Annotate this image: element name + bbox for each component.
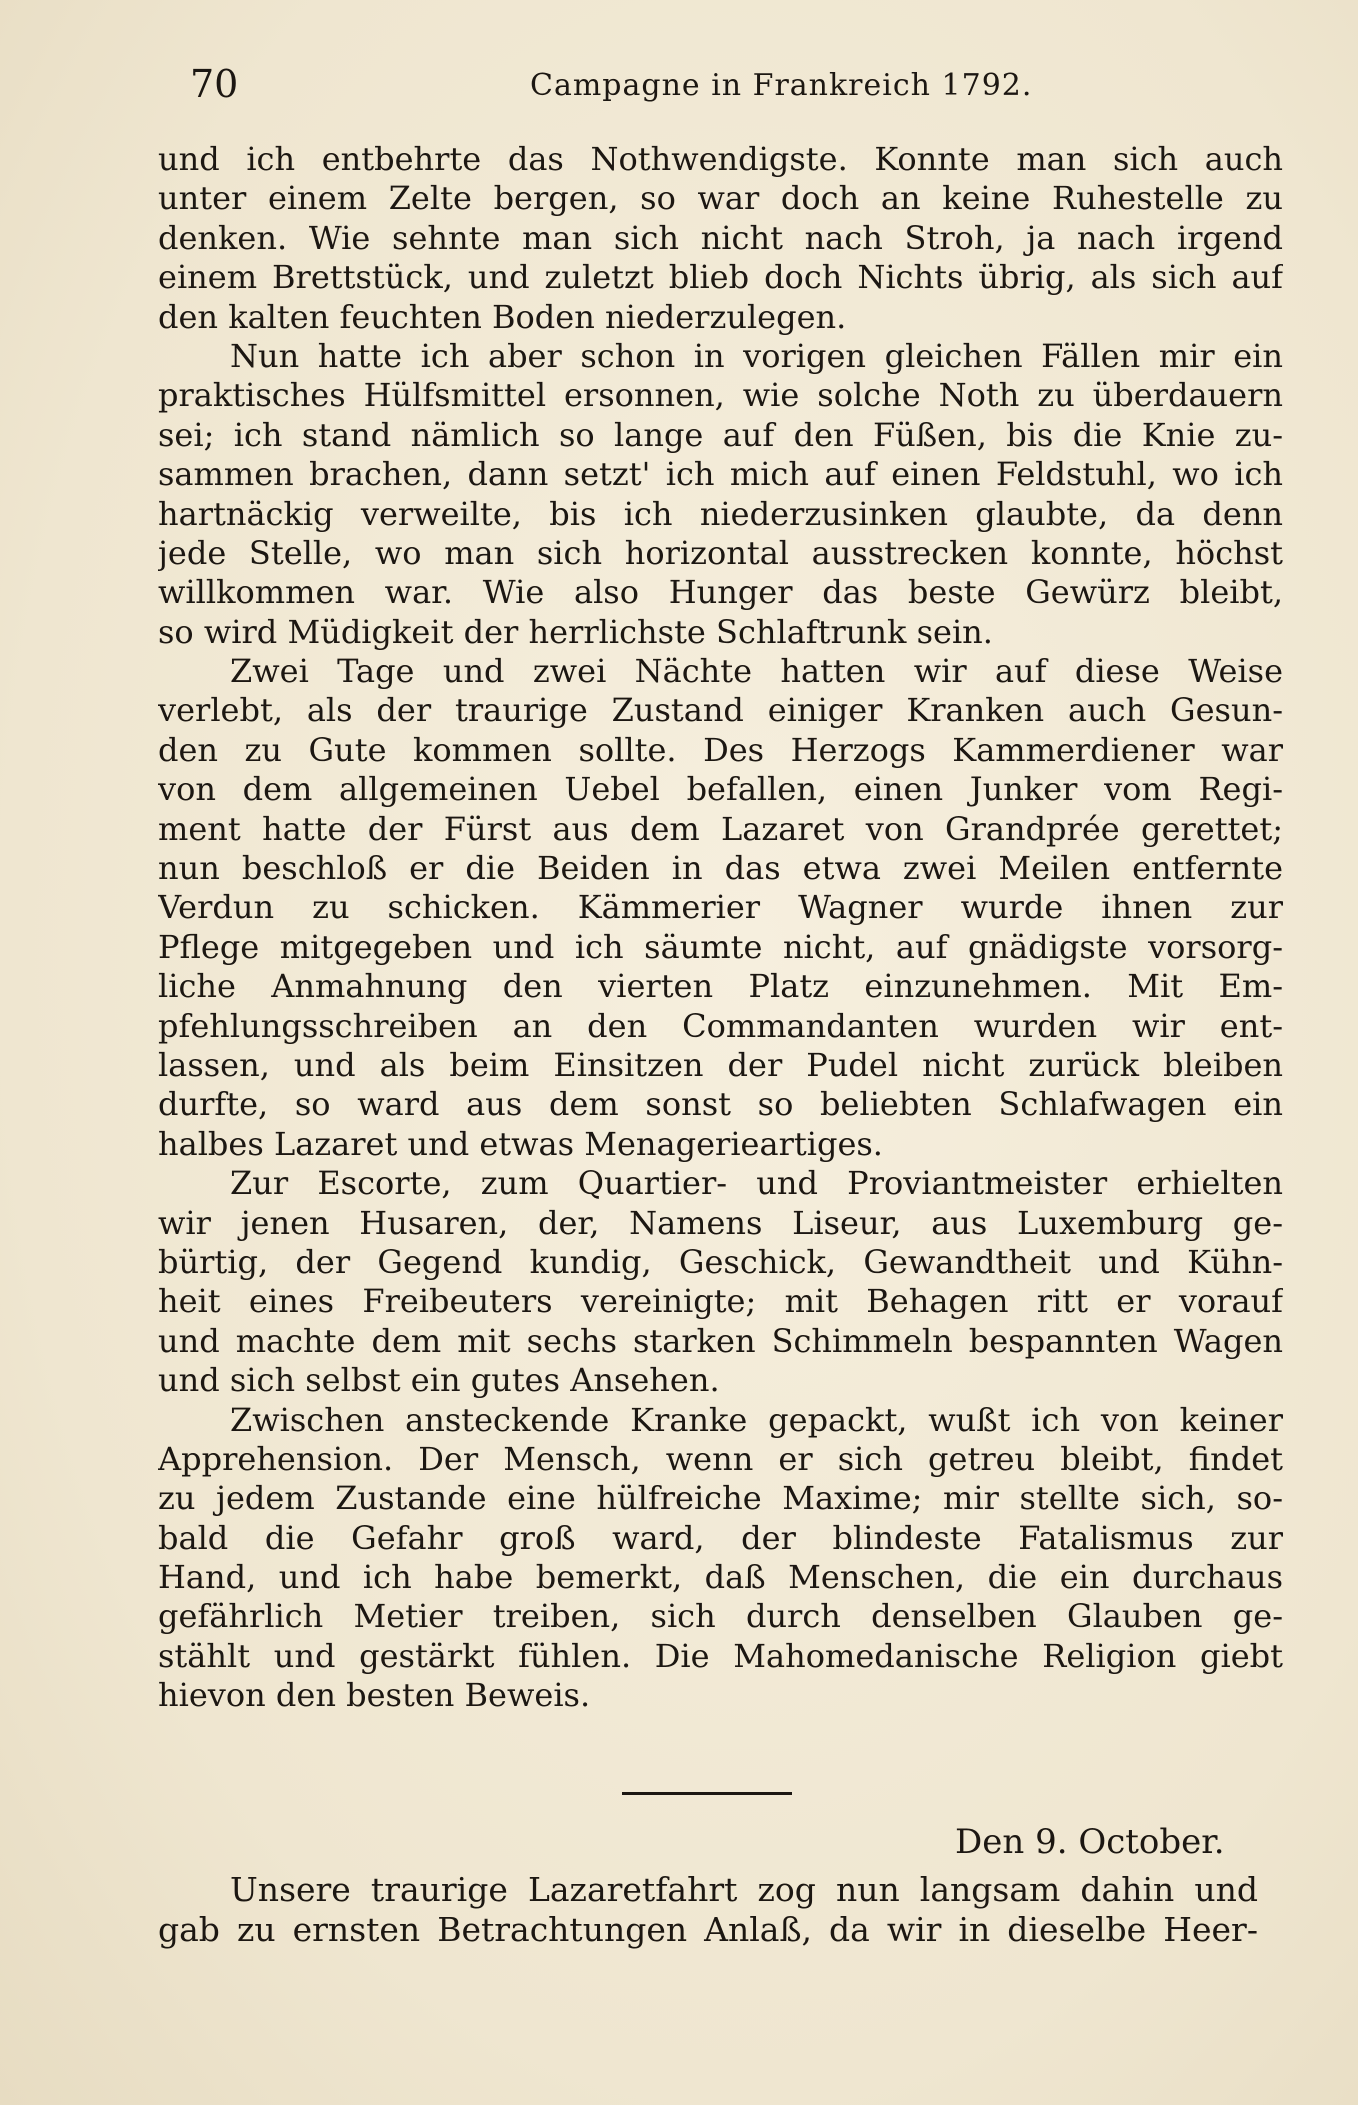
- running-title: Campagne in Frankreich 1792.: [530, 68, 1033, 103]
- text-line: und machte dem mit sechs starken Schimmeln bespannten Wagen: [158, 1321, 1283, 1360]
- text-line: nun beschloß er die Beiden in das etwa zwei Meilen entfernte: [158, 849, 1283, 888]
- text-line: einem Brettstück, und zuletzt blieb doch Nichts übrig, als sich auf: [158, 258, 1283, 297]
- text-line: Zwischen ansteckende Kranke gepackt, wußt ich von keiner: [230, 1400, 1283, 1439]
- text-line: denken. Wie sehnte man sich nicht nach Stroh, ja nach irgend: [158, 218, 1283, 257]
- section-divider: [622, 1792, 792, 1795]
- text-line: durfte, so ward aus dem sonst so beliebten Schlafwagen ein: [158, 1085, 1283, 1124]
- text-line: unter einem Zelte bergen, so war doch an keine Ruhestelle zu: [158, 179, 1283, 218]
- text-line: Verdun zu schicken. Kämmerier Wagner wurde ihnen zur: [158, 888, 1283, 927]
- text-line: wir jenen Husaren, der, Namens Liseur, aus Luxemburg ge-: [158, 1203, 1283, 1242]
- text-line: pfehlungsschreiben an den Commandanten wurden wir ent-: [158, 1006, 1283, 1045]
- date-heading: Den 9. October.: [955, 1822, 1225, 1862]
- text-line: sei; ich stand nämlich so lange auf den Füßen, bis die Knie zu-: [158, 415, 1283, 454]
- text-line: zu jedem Zustande eine hülfreiche Maxime; mir stellte sich, so-: [158, 1479, 1283, 1518]
- page-number: 70: [190, 62, 239, 106]
- text-line: Unsere traurige Lazaretfahrt zog nun langsam dahin und: [230, 1870, 1258, 1909]
- text-line: so wird Müdigkeit der herrlichste Schlaftrunk sein.: [158, 612, 993, 651]
- text-line: hievon den besten Beweis.: [158, 1676, 591, 1715]
- text-line: praktisches Hülfsmittel ersonnen, wie solche Noth zu überdauern: [158, 376, 1283, 415]
- text-line: gefährlich Metier treiben, sich durch denselben Glauben ge-: [158, 1597, 1283, 1636]
- text-line: heit eines Freibeuters vereinigte; mit Behagen ritt er vorauf: [158, 1282, 1283, 1321]
- text-line: Hand, und ich habe bemerkt, daß Menschen, die ein durchaus: [158, 1558, 1283, 1597]
- text-line: halbes Lazaret und etwas Menageriеartiges.: [158, 1124, 883, 1163]
- text-line: sammen brachen, dann setzt' ich mich auf einen Feldstuhl, wo ich: [158, 455, 1283, 494]
- text-line: willkommen war. Wie also Hunger das beste Gewürz bleibt,: [158, 573, 1283, 612]
- text-line: den kalten feuchten Boden niederzulegen.: [158, 297, 847, 336]
- text-line: Pflege mitgegeben und ich säumte nicht, auf gnädigste vorsorg-: [158, 927, 1283, 966]
- text-line: Zwei Tage und zwei Nächte hatten wir auf diese Weise: [230, 652, 1283, 691]
- closing-text: [158, 1870, 1258, 1950]
- text-line: ment hatte der Fürst aus dem Lazaret von Grandprée gerettet;: [158, 809, 1283, 848]
- text-line: lassen, und als beim Einsitzen der Pudel nicht zurück bleiben: [158, 1045, 1283, 1084]
- text-line: den zu Gute kommen sollte. Des Herzogs Kammerdiener war: [158, 730, 1283, 769]
- text-line: Nun hatte ich aber schon in vorigen gleichen Fällen mir ein: [230, 336, 1283, 375]
- text-line: jede Stelle, wo man sich horizontal ausstrecken konnte, höchst: [158, 533, 1283, 572]
- text-line: stählt und gestärkt fühlen. Die Mahomedanische Religion giebt: [158, 1636, 1283, 1675]
- text-line: und sich selbst ein gutes Ansehen.: [158, 1361, 720, 1400]
- page-header: [190, 62, 1265, 112]
- text-line: bald die Gefahr groß ward, der blindeste Fatalismus zur: [158, 1518, 1283, 1557]
- text-line: verlebt, als der traurige Zustand einiger Kranken auch Gesun-: [158, 691, 1283, 730]
- text-line: bürtig, der Gegend kundig, Geschick, Gewandtheit und Kühn-: [158, 1242, 1283, 1281]
- text-line: Zur Escorte, zum Quartier- und Proviantmeister erhielten: [230, 1164, 1283, 1203]
- text-line: hartnäckig verweilte, bis ich niederzusinken glaubte, da denn: [158, 494, 1283, 533]
- body-text: [158, 140, 1283, 1716]
- text-line: und ich entbehrte das Nothwendigste. Konnte man sich auch: [158, 140, 1283, 178]
- text-line: von dem allgemeinen Uebel befallen, einen Junker vom Regi-: [158, 770, 1283, 809]
- text-line: liche Anmahnung den vierten Platz einzunehmen. Mit Em-: [158, 967, 1283, 1006]
- text-line: gab zu ernsten Betrachtungen Anlaß, da wir in dieselbe Heer-: [158, 1910, 1258, 1949]
- text-line: Apprehension. Der Mensch, wenn er sich getreu bleibt, findet: [158, 1439, 1283, 1478]
